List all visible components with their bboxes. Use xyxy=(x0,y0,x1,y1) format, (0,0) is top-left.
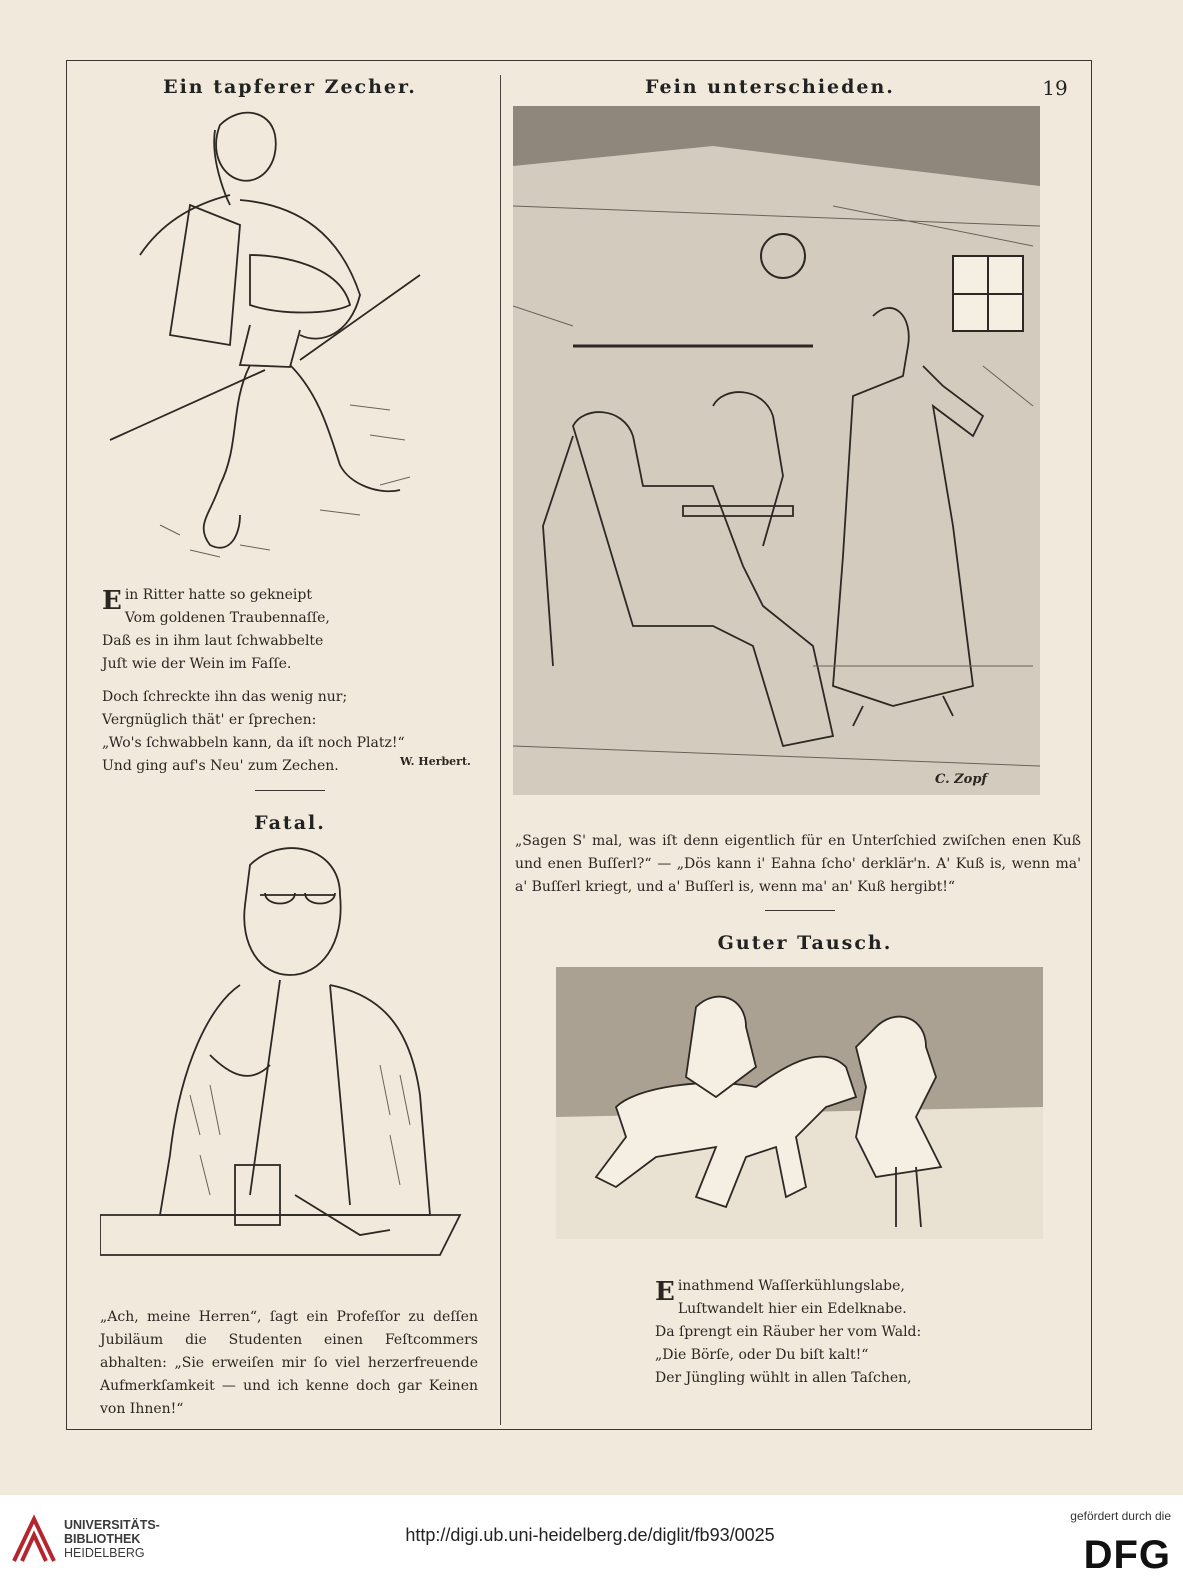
poem-line: Juſt wie der Wein im Faſſe. xyxy=(102,656,292,672)
dropcap-e: E xyxy=(102,586,122,616)
poem-line: Und ging auf's Neu' zum Zechen. xyxy=(102,758,339,774)
title-ein-tapferer-zecher: Ein tapferer Zecher. xyxy=(163,76,417,98)
poem-line: Daß es in ihm laut ſchwabbelte xyxy=(102,633,324,649)
permalink-url[interactable]: http://digi.ub.uni-heidelberg.de/diglit/fb93/0025 xyxy=(405,1525,775,1545)
poem-line: „Wo's ſchwabbeln kann, da iſt noch Platz!“ xyxy=(102,735,405,751)
viewer-footer xyxy=(0,1495,1183,1581)
poem-line: Da ſprengt ein Räuber her vom Wald: xyxy=(655,1324,922,1340)
university-line: HEIDELBERG xyxy=(64,1546,145,1560)
illustration-tavern-scene xyxy=(513,106,1040,795)
dropcap-e: E xyxy=(655,1277,675,1307)
title-guter-tausch: Guter Tausch. xyxy=(717,932,893,954)
poem-zecher xyxy=(102,584,482,778)
illustration-professor xyxy=(100,835,480,1295)
university-line: BIBLIOTHEK xyxy=(64,1532,141,1546)
illustration-drunken-knight xyxy=(100,105,480,575)
university-line: UNIVERSITÄTS- xyxy=(64,1518,160,1532)
separator-rule xyxy=(765,910,835,911)
poem-line: Luſtwandelt hier ein Edelknabe. xyxy=(677,1301,907,1317)
poem-line: inathmend Waſſerkühlungslabe, xyxy=(677,1278,905,1294)
poem-tausch xyxy=(655,1275,1075,1390)
illustration-robber-on-horse xyxy=(556,967,1043,1239)
dfg-logo: DFG xyxy=(1083,1533,1171,1577)
poem-author: W. Herbert. xyxy=(400,755,471,768)
poem-line: in Ritter hatte so gekneipt xyxy=(124,587,312,603)
poem-line: Vom goldenen Traubennaſſe, xyxy=(124,610,330,626)
funding-note: gefördert durch die xyxy=(1070,1509,1171,1523)
poem-line: Der Jüngling wühlt in allen Taſchen, xyxy=(655,1370,912,1386)
university-logo-icon xyxy=(10,1513,58,1569)
title-fein-unterschieden: Fein unterschieden. xyxy=(645,76,895,98)
poem-line: „Die Börſe, oder Du biſt kalt!“ xyxy=(655,1347,869,1363)
column-divider xyxy=(500,75,501,1425)
caption-fein-unterschieden: „Sagen S' mal, was iſt denn eigentlich für en Unterſchied zwiſchen enen Kuß und enen Buſſerl?“ — „Dös kann i' Eahna ſcho' derklär'n. A' Kuß is, wenn ma' a' Buſſerl kriegt, und a' Buſſerl is, wenn ma' an' Kuß hergibt!“ xyxy=(515,833,1081,895)
separator-rule xyxy=(255,790,325,791)
university-name xyxy=(64,1518,160,1560)
caption-fatal: „Ach, meine Herren“, ſagt ein Profeſſor zu deſſen Jubiläum die Studenten einen Feſtcommers abhalten: „Sie erweiſen mir ſo viel herzerfreuende Aufmerkſamkeit — und ich kenne doch gar Keinen von Ihnen!“ xyxy=(100,1309,478,1417)
artist-signature: C. Zopf xyxy=(935,772,988,787)
title-fatal: Fatal. xyxy=(254,812,326,834)
poem-line: Doch ſchreckte ihn das wenig nur; xyxy=(102,689,348,705)
page-number: 19 xyxy=(1042,76,1068,100)
poem-line: Vergnüglich thät' er ſprechen: xyxy=(102,712,317,728)
